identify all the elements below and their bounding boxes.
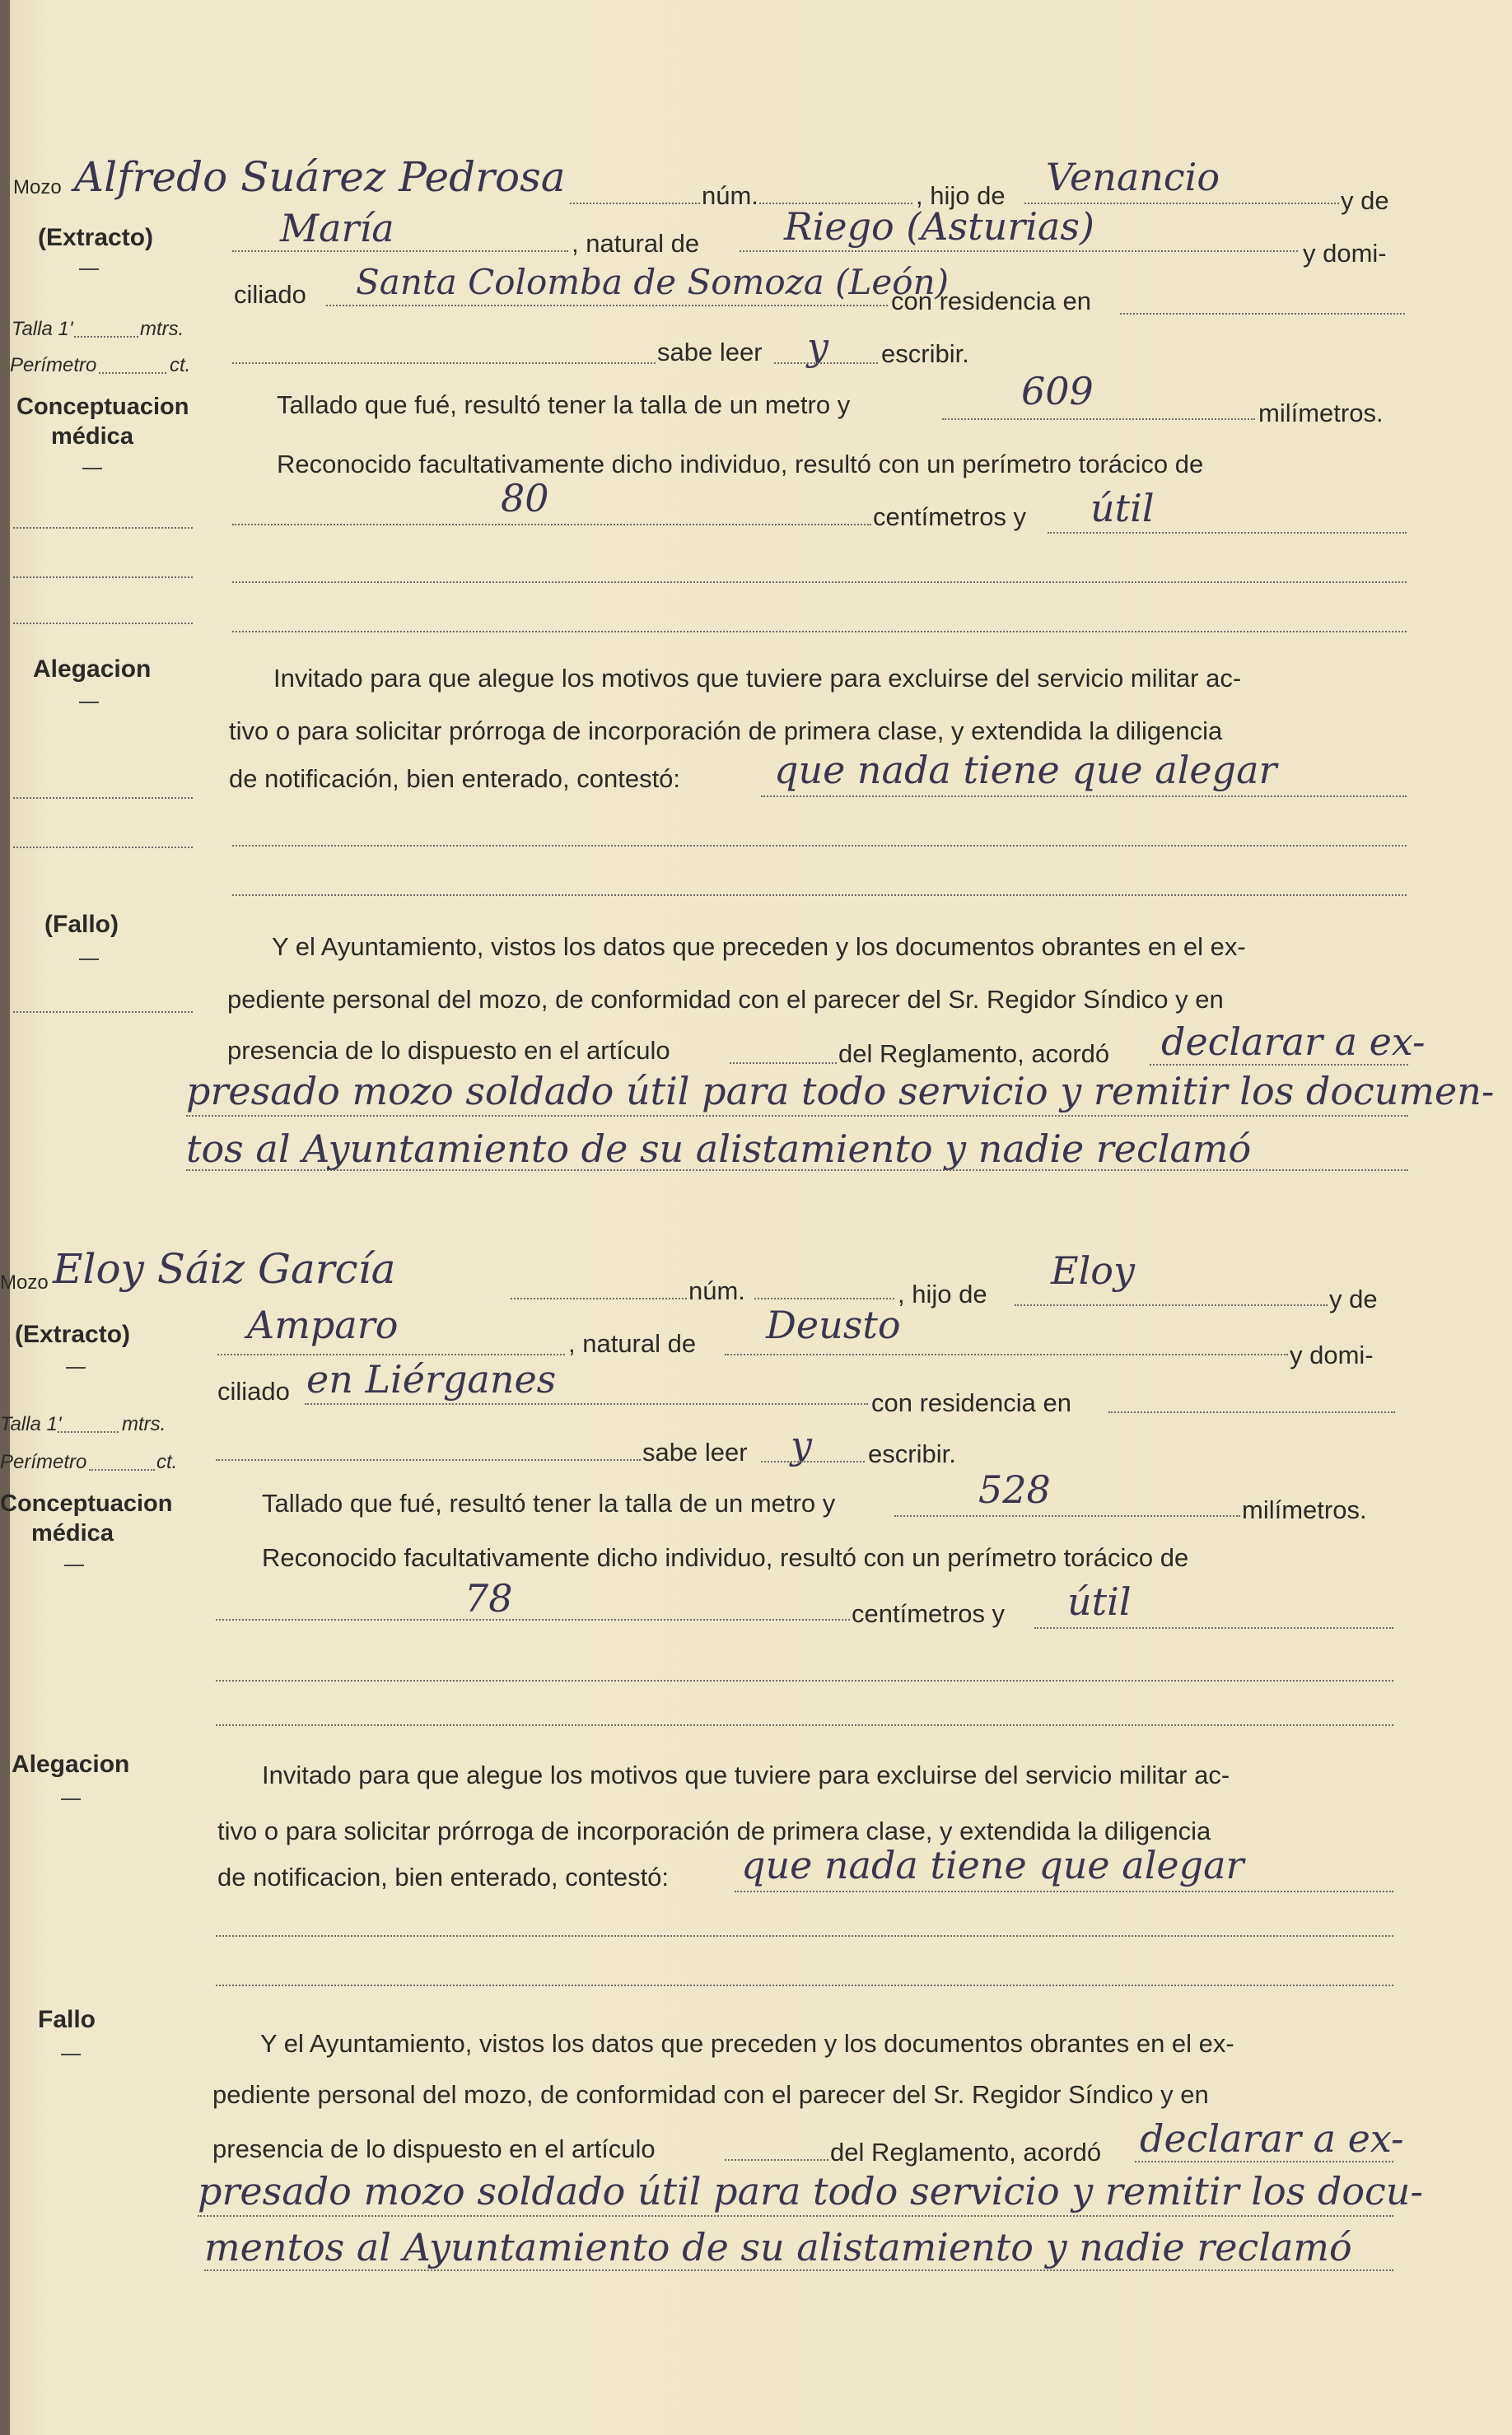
escribir-label: escribir. xyxy=(868,1439,956,1468)
sabe-leer-value: y xyxy=(807,324,828,369)
field-line xyxy=(232,581,1407,583)
natural-place: Deusto xyxy=(766,1303,901,1347)
margin-line xyxy=(13,527,193,529)
field-line xyxy=(570,203,700,204)
field-line xyxy=(232,845,1407,847)
con-residencia-label: con residencia en xyxy=(891,287,1091,315)
invitado-line-3: de notificacion, bien enterado, contestó: xyxy=(217,1863,670,1892)
field-line xyxy=(216,1935,1393,1937)
book-spine xyxy=(0,0,10,2435)
num-field xyxy=(754,1298,894,1299)
field-line xyxy=(216,1459,641,1461)
invitado-line-1: Invitado para que alegue los motivos que tuviere para excluirse del servicio militar ac- xyxy=(273,664,1242,693)
mother-name: María xyxy=(280,206,394,250)
reconocido-text: Reconocido facultativamente dicho individuo, resultó con un perímetro torácico de xyxy=(277,450,1204,478)
talla-value: 528 xyxy=(978,1467,1051,1512)
margin-line xyxy=(13,847,193,848)
ayto-line-2: pediente personal del mozo, de conformidad con el parecer del Sr. Regidor Síndico y en xyxy=(212,2080,1209,2109)
margin-line xyxy=(13,576,193,578)
alegacion-answer: que nada tiene que alegar xyxy=(774,748,1277,792)
talla-label: Talla 1' xyxy=(0,1413,62,1435)
field-line xyxy=(217,1354,565,1355)
tallado-text: Tallado que fué, resultó tener la talla de un metro y xyxy=(262,1489,836,1518)
fallo-label: (Fallo) xyxy=(44,911,119,938)
field-line xyxy=(735,1891,1393,1892)
field-line xyxy=(761,1461,865,1462)
divider xyxy=(61,2054,81,2055)
field-line xyxy=(216,1985,1393,1986)
escribir-label: escribir. xyxy=(881,339,969,368)
field-line xyxy=(216,1619,850,1621)
field-line xyxy=(198,2215,1393,2217)
field-line xyxy=(232,362,656,364)
divider xyxy=(64,1565,84,1566)
field-line xyxy=(216,1680,1393,1682)
invitado-line-2: tivo o para solicitar prórroga de incorporación de primera clase, y extendida la diligencia xyxy=(229,716,1223,745)
residencia-field xyxy=(1108,1411,1395,1413)
fallo-line-2: presado mozo soldado útil para todo servicio y remitir los documen- xyxy=(186,1069,1495,1113)
field-line xyxy=(204,2269,1393,2271)
residencia-field xyxy=(1120,313,1405,315)
field-line xyxy=(1034,1627,1393,1629)
condition-value: útil xyxy=(1067,1579,1132,1624)
field-line xyxy=(232,894,1407,896)
domicile: en Liérganes xyxy=(306,1357,557,1402)
field-line xyxy=(774,362,878,364)
fallo-line-1: declarar a ex- xyxy=(1161,1019,1426,1064)
divider xyxy=(79,959,99,960)
field-line xyxy=(894,1515,1240,1517)
fallo-line-3: tos al Ayuntamiento de su alistamiento y nadie reclamó xyxy=(186,1127,1252,1171)
margin-line xyxy=(13,797,193,799)
talla-label: Talla 1' xyxy=(12,318,73,340)
extracto-label: (Extracto) xyxy=(38,224,154,251)
field-line xyxy=(725,1354,1288,1355)
ayto-line-1: Y el Ayuntamiento, vistos los datos que preceden y los documentos obrantes en el ex- xyxy=(272,932,1246,961)
mother-name: Amparo xyxy=(247,1303,399,1347)
perimetro-field xyxy=(89,1469,155,1471)
milimetros-label: milímetros. xyxy=(1242,1495,1367,1524)
field-line xyxy=(232,631,1407,632)
articulo-field xyxy=(725,2159,828,2161)
talla-field xyxy=(58,1431,119,1433)
medica-label: médica xyxy=(31,1520,114,1546)
field-line xyxy=(216,1724,1393,1726)
divider xyxy=(82,468,102,469)
ciliado-label: ciliado xyxy=(234,280,306,309)
fallo-line-2: presado mozo soldado útil para todo servicio y remitir los docu- xyxy=(198,2169,1423,2213)
sabe-leer-label: sabe leer xyxy=(657,338,763,366)
field-line xyxy=(942,418,1255,420)
mtrs-label: mtrs. xyxy=(122,1413,166,1435)
natural-de-label: , natural de xyxy=(572,229,700,258)
natural-place: Riego (Asturias) xyxy=(784,204,1094,249)
father-name: Venancio xyxy=(1046,155,1220,199)
field-line xyxy=(186,1169,1408,1171)
talla-field xyxy=(74,336,138,338)
hijo-de-label: , hijo de xyxy=(898,1280,987,1308)
y-de-label: y de xyxy=(1329,1285,1378,1313)
conceptuacion-label: Conceptuacion xyxy=(16,394,189,420)
field-line xyxy=(1048,532,1407,534)
field-line xyxy=(761,795,1407,797)
y-domi-label: y domi- xyxy=(1290,1341,1374,1369)
mozo-label: Mozo xyxy=(13,176,62,198)
con-residencia-label: con residencia en xyxy=(871,1388,1071,1417)
conceptuacion-label: Conceptuacion xyxy=(0,1490,173,1517)
fallo-line-3: mentos al Ayuntamiento de su alistamiento y nadie reclamó xyxy=(204,2225,1352,2269)
field-line xyxy=(326,305,888,306)
natural-de-label: , natural de xyxy=(568,1329,697,1358)
milimetros-label: milímetros. xyxy=(1258,399,1384,427)
num-label: núm. xyxy=(702,181,758,210)
field-line xyxy=(232,250,568,252)
mtrs-label: mtrs. xyxy=(140,318,184,340)
ayto-line-3: presencia de lo dispuesto en el artículo xyxy=(227,1036,670,1065)
divider xyxy=(79,268,99,270)
field-line xyxy=(511,1298,687,1299)
field-line xyxy=(232,524,871,525)
fallo-line-1: declarar a ex- xyxy=(1140,2116,1404,2161)
centimetros-label: centímetros y xyxy=(873,502,1027,531)
field-line xyxy=(1135,2161,1393,2162)
field-line xyxy=(1150,1064,1408,1066)
mozo-name: Eloy Sáiz García xyxy=(53,1245,396,1293)
ayto-line-4: del Reglamento, acordó xyxy=(830,2138,1102,2167)
domicile: Santa Colomba de Somoza (León) xyxy=(356,262,950,302)
alegacion-answer: que nada tiene que alegar xyxy=(741,1843,1244,1887)
sabe-leer-label: sabe leer xyxy=(642,1438,748,1467)
ciliado-label: ciliado xyxy=(217,1377,290,1406)
invitado-line-3: de notificación, bien enterado, contestó: xyxy=(229,764,681,793)
extracto-label: (Extracto) xyxy=(15,1321,131,1348)
divider xyxy=(66,1367,86,1369)
ayto-line-3: presencia de lo dispuesto en el artículo xyxy=(212,2134,656,2163)
condition-value: útil xyxy=(1090,486,1155,530)
invitado-line-1: Invitado para que alegue los motivos que tuviere para excluirse del servicio militar ac- xyxy=(262,1761,1230,1789)
mozo-label: Mozo xyxy=(0,1271,49,1294)
talla-value: 609 xyxy=(1021,369,1094,413)
reconocido-text: Reconocido facultativamente dicho individuo, resultó con un perímetro torácico de xyxy=(262,1543,1189,1572)
field-line xyxy=(186,1115,1408,1117)
y-domi-label: y domi- xyxy=(1303,239,1387,268)
ct-label: ct. xyxy=(170,354,191,376)
perimetro-label: Perímetro xyxy=(0,1451,87,1473)
ayto-line-2: pediente personal del mozo, de conformidad con el parecer del Sr. Regidor Síndico y en xyxy=(227,985,1224,1014)
father-name: Eloy xyxy=(1051,1248,1135,1293)
hijo-de-label: , hijo de xyxy=(916,181,1006,210)
tallado-text: Tallado que fué, resultó tener la talla de un metro y xyxy=(277,390,851,419)
perimetro-value: 78 xyxy=(464,1576,513,1621)
perimetro-value: 80 xyxy=(501,476,549,520)
margin-line xyxy=(13,623,193,624)
invitado-line-2: tivo o para solicitar prórroga de incorporación de primera clase, y extendida la diligencia xyxy=(217,1817,1211,1845)
ct-label: ct. xyxy=(156,1451,178,1473)
margin-line xyxy=(13,1011,193,1013)
alegacion-label: Alegacion xyxy=(33,655,152,683)
ayto-line-4: del Reglamento, acordó xyxy=(838,1039,1110,1068)
y-de-label: y de xyxy=(1341,186,1389,215)
perimetro-field xyxy=(99,372,166,374)
alegacion-label: Alegacion xyxy=(12,1751,130,1778)
divider xyxy=(61,1798,81,1800)
centimetros-label: centímetros y xyxy=(852,1599,1006,1628)
ayto-line-1: Y el Ayuntamiento, vistos los datos que preceden y los documentos obrantes en el ex- xyxy=(260,2029,1234,2058)
divider xyxy=(79,702,99,703)
sabe-leer-value: y xyxy=(791,1423,812,1467)
field-line xyxy=(740,250,1298,252)
medica-label: médica xyxy=(51,423,133,450)
field-line xyxy=(1015,1304,1328,1306)
field-line xyxy=(305,1403,868,1405)
perimetro-label: Perímetro xyxy=(10,354,97,376)
num-label: núm. xyxy=(688,1276,745,1305)
fallo-label: Fallo xyxy=(38,2006,96,2033)
articulo-field xyxy=(730,1062,837,1064)
mozo-name: Alfredo Suárez Pedrosa xyxy=(74,153,566,201)
